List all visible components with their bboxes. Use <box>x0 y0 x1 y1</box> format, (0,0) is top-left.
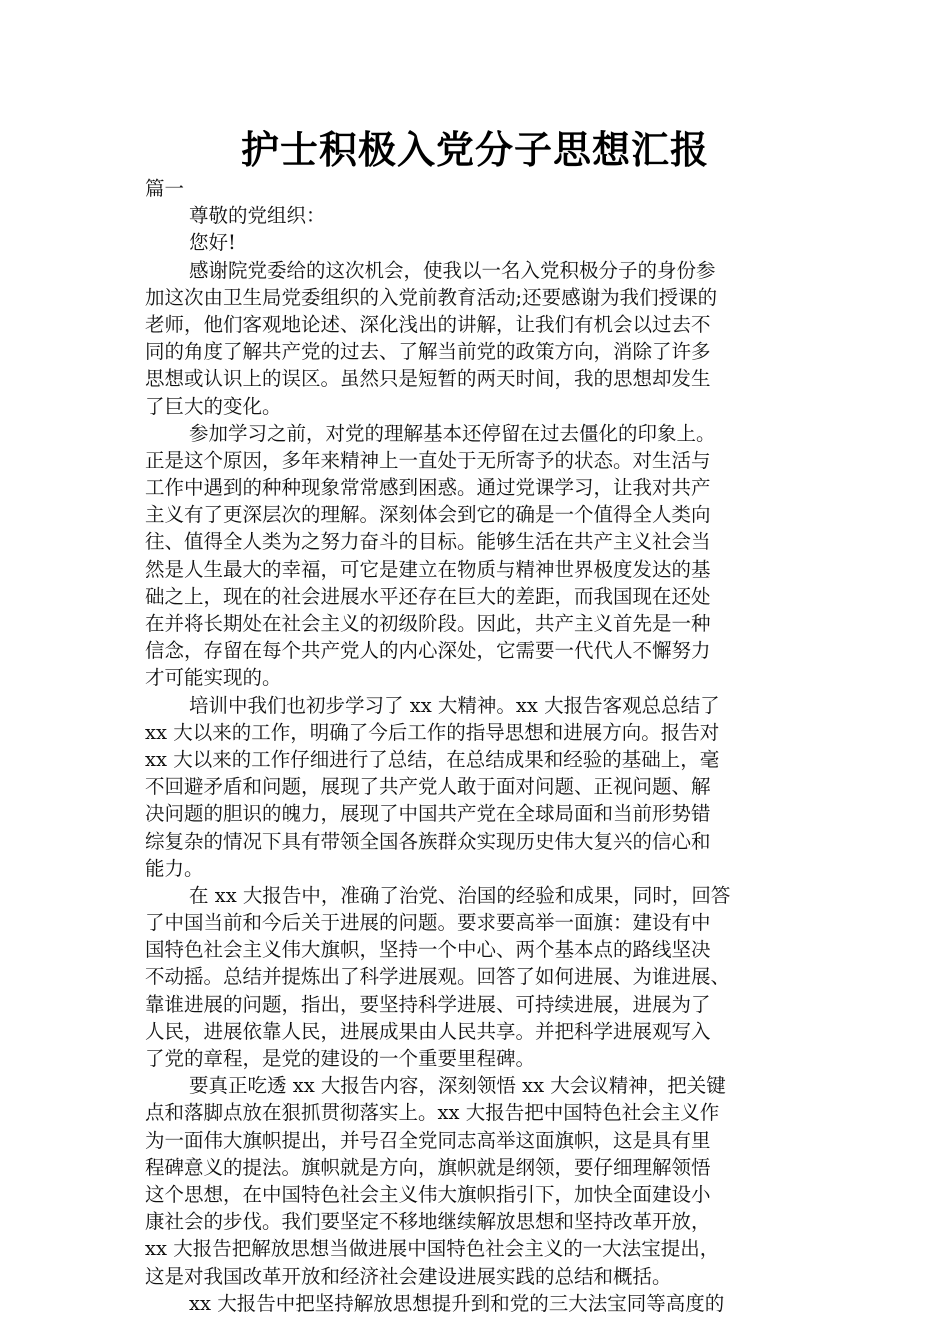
paragraph-line: 信念，存留在每个共产党人的内心深处，它需要一代代人不懈努力 <box>145 639 711 663</box>
paragraph-line: xx 大报告把解放思想当做进展中国特色社会主义的一大法宝提出， <box>145 1237 720 1261</box>
paragraph-line: 同的角度了解共产党的过去、了解当前党的政策方向，消除了许多 <box>145 340 711 364</box>
section-label: 篇一 <box>145 177 185 200</box>
document-title: 护士积极入党分子思想汇报 <box>240 128 709 172</box>
paragraph-line: 工作中遇到的种种现象常常感到困惑。通过党课学习，让我对共产 <box>145 476 711 500</box>
paragraph-line: 人民，进展依靠人民，进展成果由人民共享。并把科学进展观写入 <box>145 1019 711 1043</box>
paragraph-line: 能力。 <box>145 856 204 880</box>
greeting: 您好! <box>189 231 236 255</box>
paragraph-line: xx 大以来的工作，明确了今后工作的指导思想和进展方向。报告对 <box>145 720 720 744</box>
paragraph-line: 点和落脚点放在狠抓贯彻落实上。xx 大报告把中国特色社会主义作 <box>145 1101 720 1125</box>
paragraph-line: 老师，他们客观地论述、深化浅出的讲解，让我们有机会以过去不 <box>145 312 711 336</box>
paragraph-line: 础之上，现在的社会进展水平还存在巨大的差距，而我国现在还处 <box>145 584 711 608</box>
paragraph-line: 加这次由卫生局党委组织的入党前教育活动;还要感谢为我们授课的 <box>145 285 718 309</box>
paragraph-line: 然是人生最大的幸福，可它是建立在物质与精神世界极度发达的基 <box>145 557 711 581</box>
document-body <box>145 175 825 1317</box>
paragraph-line: 思想或认识上的误区。虽然只是短暂的两天时间，我的思想却发生 <box>145 367 711 391</box>
paragraph-line: 主义有了更深层次的理解。深刻体会到它的确是一个值得全人类向 <box>145 503 711 527</box>
paragraph-line: 国特色社会主义伟大旗帜，坚持一个中心、两个基本点的路线坚决 <box>145 938 711 962</box>
paragraph-line: 正是这个原因，多年来精神上一直处于无所寄予的状态。对生活与 <box>145 448 711 472</box>
paragraph-line: xx 大以来的工作仔细进行了总结，在总结成果和经验的基础上，毫 <box>145 747 720 771</box>
paragraph-line: 往、值得全人类为之努力奋斗的目标。能够生活在共产主义社会当 <box>145 530 711 554</box>
paragraph-line: 靠谁进展的问题，指出，要坚持科学进展、可持续进展，进展为了 <box>145 992 711 1016</box>
paragraph-line: 在 xx 大报告中，准确了治党、治国的经验和成果，同时，回答 <box>189 883 731 907</box>
paragraph-line: 综复杂的情况下具有带领全国各族群众实现历史伟大复兴的信心和 <box>145 829 711 853</box>
paragraph-line: 要真正吃透 xx 大报告内容，深刻领悟 xx 大会议精神，把关键 <box>189 1074 726 1098</box>
paragraph-line: 这个思想，在中国特色社会主义伟大旗帜指引下，加快全面建设小 <box>145 1182 711 1206</box>
paragraph-line: 在并将长期处在社会主义的初级阶段。因此，共产主义首先是一种 <box>145 612 711 635</box>
paragraph-line: 这是对我国改革开放和经济社会建设进展实践的总结和概括。 <box>145 1264 672 1288</box>
paragraph-line: 了中国当前和今后关于进展的问题。要求要高举一面旗：建设有中 <box>145 911 711 935</box>
paragraph-line: 程碑意义的提法。旗帜就是方向，旗帜就是纲领，要仔细理解领悟 <box>145 1155 711 1179</box>
paragraph-line: 决问题的胆识的魄力，展现了中国共产党在全球局面和当前形势错 <box>145 802 711 826</box>
paragraph-line: 为一面伟大旗帜提出，并号召全党同志高举这面旗帜，这是具有里 <box>145 1128 711 1152</box>
paragraph-line: xx 大报告中把坚持解放思想提升到和党的三大法宝同等高度的 <box>189 1291 725 1315</box>
paragraph-line: 培训中我们也初步学习了 xx 大精神。xx 大报告客观总总结了 <box>189 693 720 717</box>
paragraph-line: 参加学习之前，对党的理解基本还停留在过去僵化的印象上。 <box>189 421 716 445</box>
paragraph-line: 了巨大的变化。 <box>145 394 282 418</box>
paragraph-line: 才可能实现的。 <box>145 666 282 690</box>
paragraph-line: 了党的章程，是党的建设的一个重要里程碑。 <box>145 1047 536 1070</box>
paragraph-line: 不回避矛盾和问题，展现了共产党人敢于面对问题、正视问题、解 <box>145 775 711 799</box>
salutation: 尊敬的党组织： <box>189 204 326 228</box>
paragraph-line: 康社会的步伐。我们要坚定不移地继续解放思想和坚持改革开放， <box>145 1210 711 1234</box>
paragraph-line: 不动摇。总结并提炼出了科学进展观。回答了如何进展、为谁进展、 <box>145 965 731 989</box>
paragraph-line: 感谢院党委给的这次机会，使我以一名入党积极分子的身份参 <box>189 258 716 282</box>
